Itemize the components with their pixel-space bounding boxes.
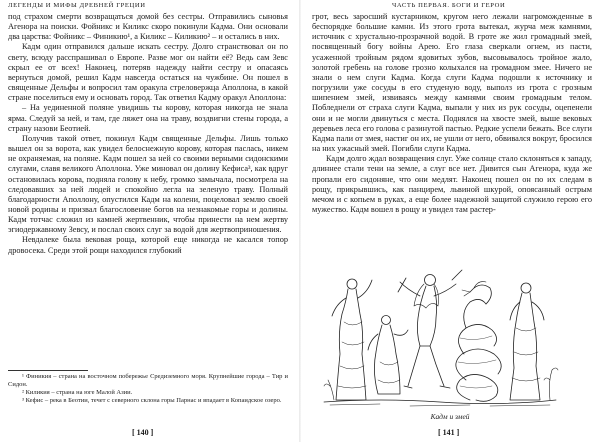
illustration-caption: Кадм и змей bbox=[430, 412, 470, 421]
page-number: [ 141 ] bbox=[438, 428, 460, 437]
footnote-rule bbox=[8, 370, 88, 371]
footnotes bbox=[8, 373, 288, 405]
paragraph: – На уединенной поляне увидишь ты корову, которая никогда не знала ярма. Следуй за ней, и там, где ляжет она на траву, воздвигни стены города, а страну назови Беотией. bbox=[8, 103, 288, 133]
paragraph: Невдалеке была вековая роща, которой еще никогда не касался топор дровосека. Среди этой рощи находился глубокий bbox=[8, 235, 288, 255]
running-head: ЧАСТЬ ПЕРВАЯ. БОГИ И ГЕРОИ bbox=[392, 2, 506, 9]
body-text bbox=[312, 12, 592, 215]
page-number: [ 140 ] bbox=[132, 428, 154, 437]
footnote: ³ Кефис – река в Беотии, течет с северного склона горы Парнас и впадает в Копаидское озеро. bbox=[22, 397, 282, 405]
body-text bbox=[8, 12, 288, 256]
paragraph: под страхом смерти возвращаться домой без сестры. Отправились сыновья Агенора на поиски. Фойникс и Киликс скоро покинули Кадма. Они основали два царства: Фойникс – Финикию¹, а Киликс – Киликию² – и остались в них. bbox=[8, 12, 288, 42]
paragraph: грот, весь заросший кустарником, кругом него лежали нагроможденные в беспорядке большие камни. Из этого грота вытекал, журча меж камнями, источник с хрустально-прозрачной водой. В гроте же жил громадный змей, посвященный богу войны Арею. Его глаза сверкали огнем, из пасти, усаженной тройным рядом ядовитых зубов, высовывалось тройное жало, золотой гребень на голове грозно колыхался на громадном змее. Ничего не знали о нем слуги Кадма. Когда слуги Кадма подошли к источнику и погрузили уже сосуды в его студеную воду, выполз из грота с грозным шипением змей, извиваясь между камнями своим громадным телом. Побледнели от страха слуги Кадма, выпали у них из рук сосуды, оцепенели они и не могли двинуться с места. Поднялся на хвосте змей, выше вековых деревьев леса его голова с разинутой пастью. Редкие успели бежать. Все слуги Кадма пали от змея, настиг он их, не ушли от него, обвивался вокруг, бросился на них ужасный змей. Погибли слуги Кадма. bbox=[312, 12, 592, 154]
right-page bbox=[300, 0, 600, 442]
cadmus-and-serpent-illustration bbox=[320, 262, 560, 410]
paragraph: Получив такой ответ, покинул Кадм священные Дельфы. Лишь только вышел он за ворота, как увидел белоснежную корову, которая паслась, никем не охраняемая, на поляне. Кадм пошел за ней со своими верными сидонскими слугами, славя великого Аполлона. Уже миновал он долину Кефиса³, как вдруг остановилась корова, подняла голову к небу, громко замычала, посмотрела на следовавших за ней людей и спокойно легла на зеленую траву. Полный благодарности Аполлону, опустился Кадм на колени, поцеловал землю своей новой родины и призвал благословение богов на незнакомые горы и долины. Кадм тотчас сложил из камней жертвенник, чтобы принести на нем жертву эгиодержавному Зевсу, и послал своих слуг за водой для жертвоприношения. bbox=[8, 133, 288, 235]
running-head: ЛЕГЕНДЫ И МИФЫ ДРЕВНЕЙ ГРЕЦИИ bbox=[8, 2, 146, 9]
paragraph: Кадм один отправился дальше искать сестру. Долго странствовал он по свету, всюду расспрашивал о Европе. Разве мог он найти её? Ведь сам Зевс скрыл ее от всех! Наконец, потеряв надежду найти сестру и опасаясь вернуться домой, решил Кадм навсегда остаться на чужбине. Он пошел в священные Дельфы и вопросил там оракула стреловержца Аполлона, в какой стране поселиться ему и основать город. Так ответил Кадму оракул Аполлона: bbox=[8, 42, 288, 103]
paragraph: Кадм долго ждал возвращения слуг. Уже солнце стало склоняться к западу, длиннее стали тени на земле, а слуг все нет. Дивится сын Агенора, куда же пропали его сидоняне, что они медлят. Наконец пошел он по их следам в рощу, прикрывшись, как панцирем, львиной шкурой, опоясанный острым мечом и с копьем в руках, а еще более надежной защитой служило герою его мужество. Кадм вошел в рощу и увидел там растер- bbox=[312, 154, 592, 214]
footnote: ¹ Финикия – страна на восточном побережье Средиземного моря. Крупнейшие города – Тир и Сидон. bbox=[8, 373, 288, 389]
footnote: ² Киликия – страна на юге Малой Азии. bbox=[22, 389, 133, 397]
